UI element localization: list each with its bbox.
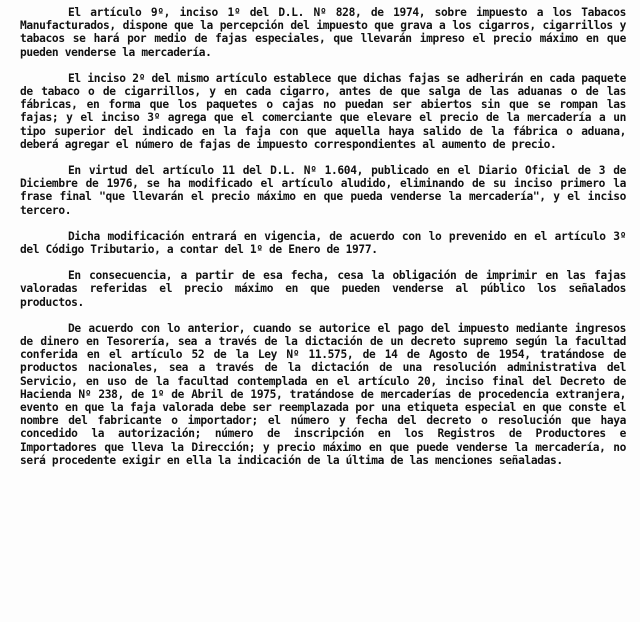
paragraph-4: Dicha modificación entrará en vigencia, de acuerdo con lo prevenido en el artículo 3º del Código Tributario, a contar del 1º de Enero de 1977. [20, 229, 626, 257]
paragraph-3: En virtud del artículo 11 del D.L. Nº 1.604, publicado en el Diario Oficial de 3 de Diciembre de 1976, se ha modificado el artículo aludido, eliminando de su inciso primero la frase final "que llevarán el precio máximo en que pueda venderse la mercadería", y el inciso tercero. [20, 164, 626, 217]
paragraph-6: De acuerdo con lo anterior, cuando se autorice el pago del impuesto mediante ingresos de dinero en Tesorería, sea a través de la dictación de un decreto supremo según la facultad conferida en el artículo 52 de la Ley Nº 11.575, de 14 de Agosto de 1954, tratándose de productos nacionales, sea a través de la dictación de una resolución administrativa del Servicio, en uso de la facultad contemplada en el artículo 20, inciso final del Decreto de Hacienda Nº 238, de 1º de Abril de 1975, tratándose de mercaderías de procedencia extranjera, evento en que la faja valorada debe ser reemplazada por una etiqueta especial en que conste el nombre del fabricante o importador; el número y fecha del decreto o resolución que haya concedido la autorización; número de inscripción en los Registros de Productores e Importadores que lleva la Dirección; y precio máximo en que puede venderse la mercadería, no será procedente exigir en ella la indicación de la última de las menciones señaladas. [20, 321, 626, 467]
paragraph-5: En consecuencia, a partir de esa fecha, cesa la obligación de imprimir en las fajas valoradas referidas el precio máximo en que pueden venderse al público los señalados productos. [20, 269, 626, 309]
document-body [20, 6, 626, 480]
paragraph-2: El inciso 2º del mismo artículo establece que dichas fajas se adherirán en cada paquete de tabaco o de cigarrillos, y en cada cigarro, antes de que salga de las aduanas o de las fábricas, en forma que los paquetes o cajas no puedan ser abiertos sin que se rompan las fajas; y el inciso 3º agrega que el comerciante que elevare el precio de la mercadería a un tipo superior del indicado en la faja con que aquella haya salido de la fábrica o aduana, deberá agregar el número de fajas de impuesto correspondientes al aumento de precio. [20, 71, 626, 151]
paragraph-1: El artículo 9º, inciso 1º del D.L. Nº 828, de 1974, sobre impuesto a los Tabacos Manufacturados, dispone que la percepción del impuesto que grava a los cigarros, cigarrillos y tabacos se hará por medio de fajas especiales, que llevarán impreso el precio máximo en que pueden venderse la mercadería. [20, 6, 626, 59]
